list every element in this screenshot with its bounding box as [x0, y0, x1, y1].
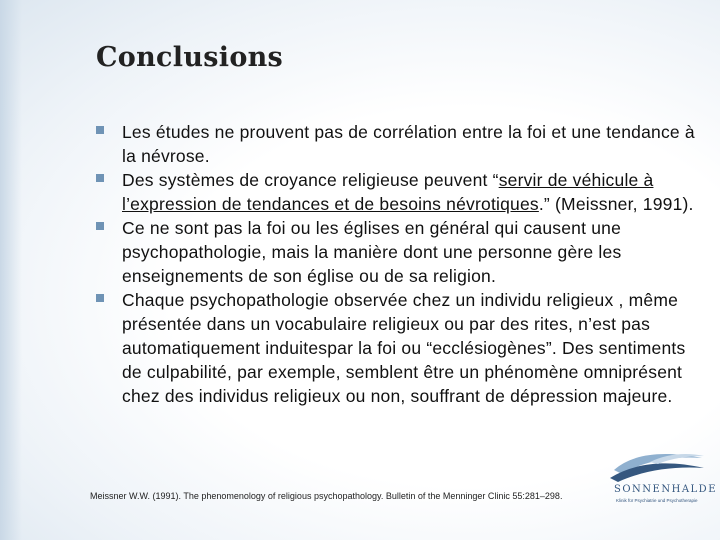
bullet-item	[96, 216, 696, 288]
sonnenhalde-logo	[604, 448, 717, 512]
bullet-item	[96, 120, 696, 168]
square-bullet-icon	[96, 126, 104, 134]
slide-title: Conclusions	[96, 42, 284, 73]
underlined-quote: servir de véhicule à l’expression de tendances et de besoins névrotiques	[122, 170, 654, 214]
logo-name: SONNENHALDE	[614, 484, 717, 495]
bullet-list	[96, 120, 696, 408]
square-bullet-icon	[96, 222, 104, 230]
slide-edge-shade	[0, 0, 22, 540]
wave-logo-icon	[610, 448, 706, 482]
logo-subtitle: Klinik für Psychiatrie und Psychotherapie	[616, 498, 698, 503]
bullet-text-citation: .” (Meissner, 1991).	[538, 194, 694, 214]
square-bullet-icon	[96, 174, 104, 182]
bullet-item	[96, 288, 696, 408]
bullet-text: Ce ne sont pas la foi ou les églises en général qui causent une psychopathologie, mais la manière dont une personne gère les enseignements de son église ou de sa religion.	[122, 218, 622, 286]
bullet-text: Des systèmes de croyance religieuse peuvent “	[122, 170, 499, 190]
bullet-item	[96, 168, 696, 216]
bullet-text: Chaque psychopathologie observée chez un individu religieux , même présentée dans un vocabulaire religieux ou par des rites, n’est pas automatiquement induitespar la foi ou “ecclésiogènes”. Des sentiments de culpabilité, par exemple, semblent être un phénomène omniprésent chez des individus religieux ou non, souffrant de dépression majeure.	[122, 290, 686, 406]
square-bullet-icon	[96, 294, 104, 302]
footnote-reference: Meissner W.W. (1991). The phenomenology of religious psychopathology. Bulletin of the Menninger Clinic 55:281–298.	[90, 491, 563, 501]
bullet-text: Les études ne prouvent pas de corrélation entre la foi et une tendance à la névrose.	[122, 122, 695, 166]
